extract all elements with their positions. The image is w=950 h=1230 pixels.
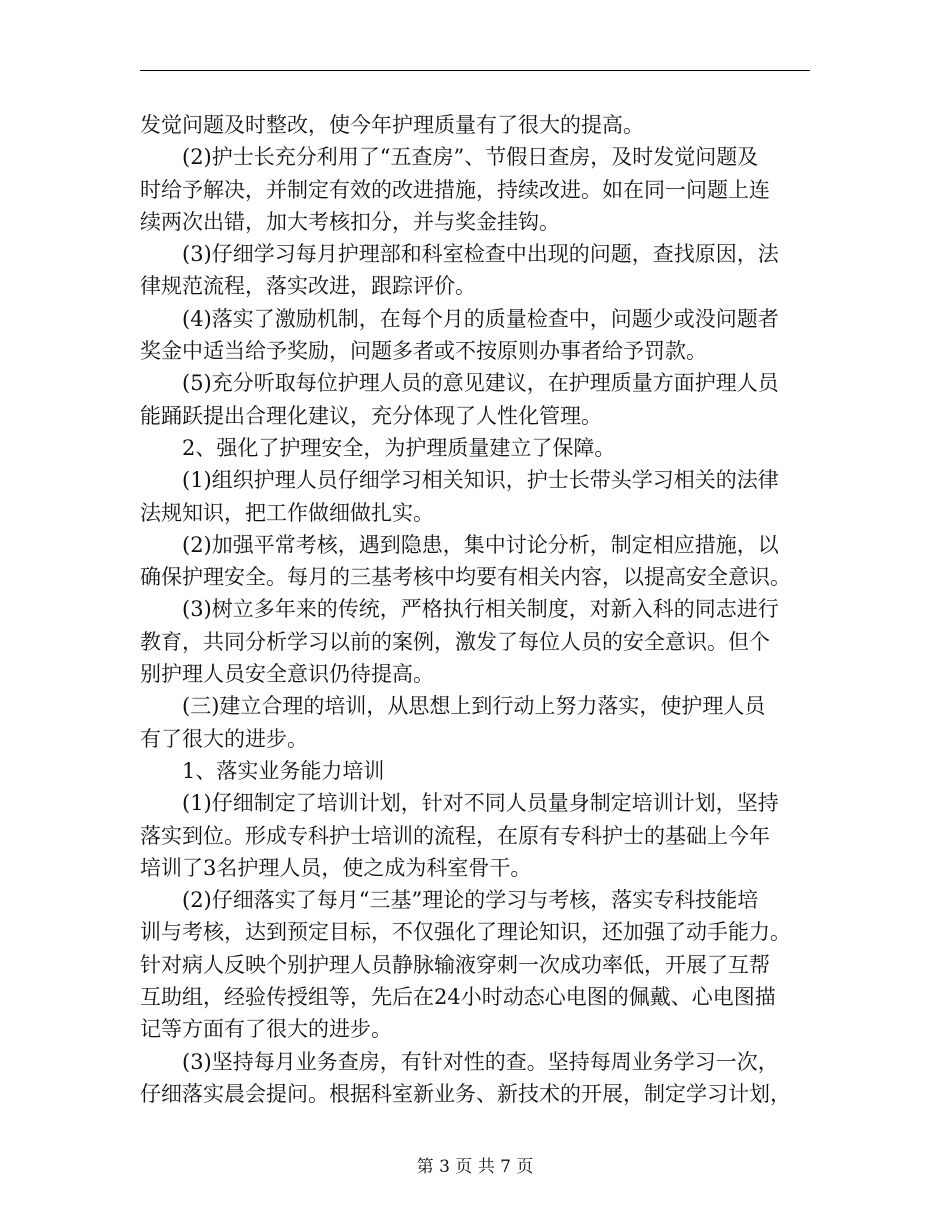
body-text [140,109,812,1110]
text-line: (1)组织护理人员仔细学习相关知识，护士长带头学习相关的法律 [182,468,779,493]
section-heading: (三)建立合理的培训，从思想上到行动上努力落实，使护理人员 [182,694,766,719]
text-line: 法规知识，把工作做细做扎实。 [140,500,434,525]
text-line: 有了很大的进步。 [140,726,308,751]
text-line: 落实到位。形成专科护士培训的流程，在原有专科护士的基础上今年 [140,823,770,848]
text-line: (1)仔细制定了培训计划，针对不同人员量身制定培训计划，坚持 [182,791,779,816]
text-line: 时给予解决，并制定有效的改进措施，持续改进。如在同一问题上连 [140,177,770,202]
text-line: (3)坚持每月业务查房，有针对性的查。坚持每周业务学习一次， [182,1049,779,1074]
text-line: 奖金中适当给予奖励，问题多者或不按原则办事者给予罚款。 [140,339,707,364]
text-line: 记等方面有了很大的进步。 [140,1017,392,1042]
text-line: (4)落实了激励机制，在每个月的质量检查中，问题少或没问题者 [182,306,779,331]
text-line: (5)充分听取每位护理人员的意见建议，在护理质量方面护理人员 [182,371,779,396]
text-line: (2)仔细落实了每月“三基”理论的学习与考核，落实专科技能培 [182,888,759,913]
text-line: 能踊跃提出合理化建议，充分体现了人性化管理。 [140,403,602,428]
page-footer: 第 3 页 共 7 页 [416,1157,534,1177]
text-line: 发觉问题及时整改，使今年护理质量有了很大的提高。 [140,113,644,137]
text-line: 训与考核，达到预定目标，不仅强化了理论知识，还加强了动手能力。 [140,920,791,945]
header-rule [140,70,810,71]
text-line: 互助组，经验传授组等，先后在24小时动态心电图的佩戴、心电图描 [140,985,776,1010]
text-line: 针对病人反映个别护理人员静脉输液穿刺一次成功率低，开展了互帮 [140,952,770,977]
text-line: 律规范流程，落实改进，跟踪评价。 [140,274,476,299]
text-line: 教育，共同分析学习以前的案例，激发了每位人员的安全意识。但个 [140,629,770,654]
text-line: 培训了3名护理人员，使之成为科室骨干。 [140,855,532,880]
text-line: 续两次出错，加大考核扣分，并与奖金挂钩。 [140,209,560,234]
text-line: 仔细落实晨会提问。根据科室新业务、新技术的开展，制定学习计划， [140,1081,791,1106]
section-heading: 1、落实业务能力培训 [182,758,385,783]
text-line: (3)仔细学习每月护理部和科室检查中出现的问题，查找原因，法 [182,242,779,267]
text-line: 别护理人员安全意识仍待提高。 [140,662,434,687]
text-line: (2)护士长充分利用了“五查房”、节假日查房，及时发觉问题及 [182,145,759,170]
text-line: (3)树立多年来的传统，严格执行相关制度，对新入科的同志进行 [182,597,779,622]
text-line: 确保护理安全。每月的三基考核中均要有相关内容，以提高安全意识。 [140,565,791,590]
text-line: (2)加强平常考核，遇到隐患，集中讨论分析，制定相应措施，以 [182,532,779,557]
section-heading: 2、强化了护理安全，为护理质量建立了保障。 [182,435,616,460]
